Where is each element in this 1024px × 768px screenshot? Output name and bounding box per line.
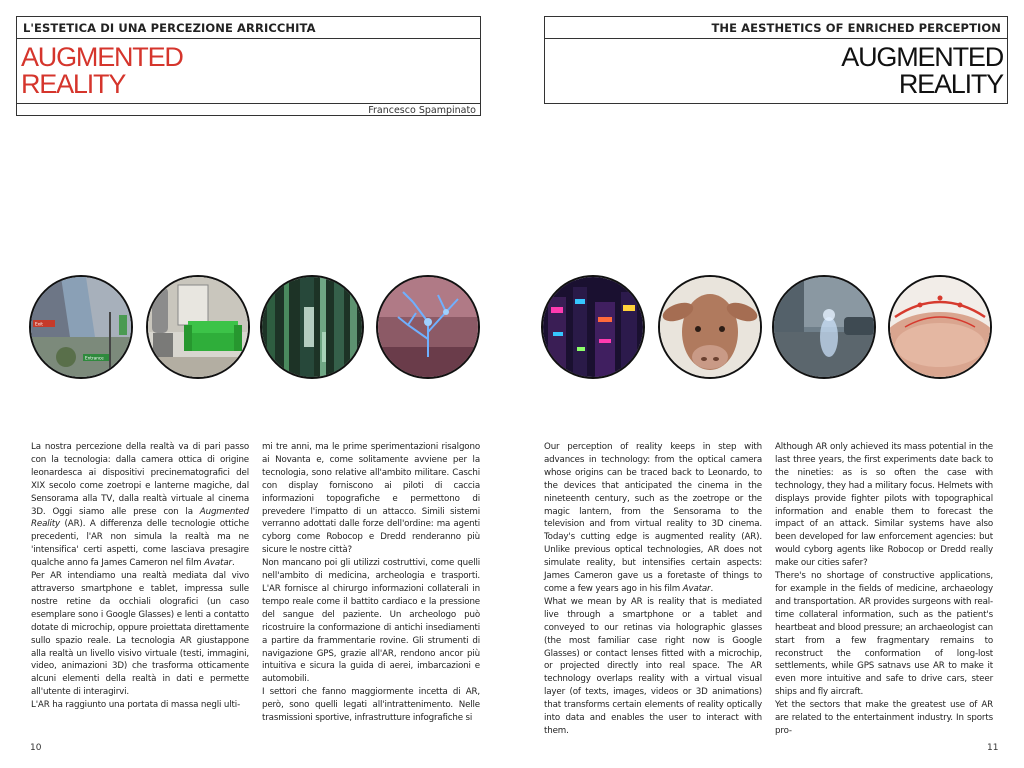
left-title-line2: REALITY [21,69,126,99]
paragraph [262,557,480,686]
circle-image-street-signs [29,275,133,379]
text-run: . [710,583,714,594]
paragraph [31,570,249,699]
sign-entrance: Entrance [85,355,104,361]
paragraph [31,699,249,712]
paragraph [544,441,762,596]
paragraph [775,570,993,699]
text-run: L'AR ha raggiunto una portata di massa negli ulti- [31,700,241,711]
circle-image-neon-city [541,275,645,379]
italic-title: Avatar [204,558,232,569]
right-header-box [544,16,1008,104]
italic-title: Augmented Reality [31,506,249,530]
circle-image-hologram-figure [772,275,876,379]
sign-exit: Exit [35,321,43,327]
left-title-line1: AUGMENTED [21,42,183,72]
right-title-line2: REALITY [898,69,1003,99]
paragraph [262,686,480,725]
right-title [545,39,1007,98]
italic-title: Avatar [682,583,711,594]
text-run: What we mean by AR is reality that is mediated live through a smartphone or a tablet and conveyed to our retinas via holographic glasses (the most familiar case right now is Google Glasses) or contact lenses fitted with a microchip, or projected directly into real space. The AR technology overlaps reality with a virtual visual layer (of texts, images, videos or 3D animations) that transforms certain elements of reality optically into data and enables the user to interact with them. [544,596,762,736]
left-header-box [16,16,481,104]
paragraph [262,441,480,557]
circle-image-green-sofa [146,275,250,379]
circle-image-data-streams [260,275,364,379]
text-run: Yet the sectors that make the greatest use of AR are related to the entertainment industry. In sports pro- [775,700,993,736]
author-byline: Francesco Spampinato [16,103,481,116]
right-title-line1: AUGMENTED [841,42,1003,72]
paragraph [544,596,762,738]
paragraph [31,441,249,570]
text-run: Although AR only achieved its mass potential in the last three years, the first experiments date back to the nineties: as is so often the case with technology, they had a military focus. Helmets with displays provide fighter pilots with topographical information and enable them to forecast the impact of an attack. Similar systems have also been developed for law enforcement agencies: but would cyborg agents like Robocop or Dredd really make our cities safer? [775,442,993,569]
circle-image-blue-hologram [376,275,480,379]
right-kicker: THE AESTHETICS OF ENRICHED PERCEPTION [545,17,1007,39]
page-number-right: 11 [987,743,999,753]
circle-image-skin-lines [888,275,992,379]
right-column-3 [544,441,762,738]
text-run: I settori che fanno maggiormente incetta di AR, però, sono quelli legati all'intrattenimento. Nelle trasmissioni sportive, infrastrutture infografiche si [262,687,480,724]
text-run: Per AR intendiamo una realtà mediata dal vivo attraverso smartphone e tablet, impressa sulle nostre retine da occhiali olografici (un caso esemplare sono i Google Glasses) e lenti a contatto dotate di microchip, oppure proiettata direttamente sullo spazio reale. La tecnologia AR giustappone alla realtà un livello visivo virtuale (testi, immagini, video, animazioni 3D) che trasforma otticamente alcuni elementi della realtà in dati e permette all'utente di interagirvi. [31,571,249,698]
paragraph [775,699,993,738]
page-number-left: 10 [30,743,42,753]
left-column-2 [262,441,480,725]
circle-image-cow [658,275,762,379]
paragraph [775,441,993,570]
text-run: Non mancano poi gli utilizzi costruttivi, come quelli nell'ambito di medicina, archeologia e trasporti. L'AR fornisce al chirurgo informazioni collaterali in tempo reale come il battito cardiaco e la pressione del sangue del paziente. Un archeologo può ricostruire la conformazione di antichi insediamenti a partire da frammentarie rovine. Gli strumenti di navigazione GPS, grazie all'AR, rendono ancor più intuitiva e sicura la guida di aerei, imbarcazioni e automobili. [262,558,480,685]
left-kicker: L'ESTETICA DI UNA PERCEZIONE ARRICCHITA [17,17,480,39]
left-column-1 [31,441,249,712]
right-column-4 [775,441,993,738]
text-run: (AR). A differenza delle tecnologie ottiche precedenti, l'AR non simula la realtà ma ne 'intensifica' certi aspetti, come lasciava presagire qualche anno fa James Cameron nel film [31,519,249,569]
text-run: . [231,558,235,569]
text-run: Our perception of reality keeps in step with advances in technology: from the optical camera whose origins can be traced back to Leonardo, to the devices that anticipated the cinema in the nineteenth century, such as the zoetrope or the magic lantern, from the Sensorama to the television and from virtual reality to 3D cinema. Today's cutting edge is augmented reality (AR). Unlike previous optical technologies, AR does not simulate reality, but intensifies certain aspects: James Cameron gave us a foretaste of things to come a few years ago in his film [544,442,762,594]
left-title [17,39,480,98]
right-page [512,0,1024,768]
text-run: There's no shortage of constructive applications, for example in the fields of medicine, archaeology and transportation. AR provides surgeons with real-time collateral information, such as the patient's heartbeat and blood pressure; an archaeologist can start from a few fragmentary remains to reconstruct the conformation of long-lost settlements, while GPS satnavs use AR to make it even more intuitive and safe to drive cars, steer ships and fly aircraft. [775,571,993,698]
text-run: mi tre anni, ma le prime sperimentazioni risalgono ai Novanta e, come solitamente avviene per la tecnologia, sono relative all'ambito militare. Caschi con display forniscono ai piloti di caccia informazioni topografiche e permettono di prevedere l'impatto di un attacco. Simili sistemi verranno adottati dalle forze dell'ordine: ma agenti cyborg come Robocop e Dredd renderanno più sicure le nostre città? [262,442,480,556]
text-run: La nostra percezione della realtà va di pari passo con la tecnologia: dalla camera ottica di origine leonardesca ai dispositivi precinematografici del XIX secolo come zoetropi e lanterne magiche, dal Sensorama alla TV, dalla realtà virtuale al cinema 3D. Oggi siamo alle prese con la [31,442,249,517]
